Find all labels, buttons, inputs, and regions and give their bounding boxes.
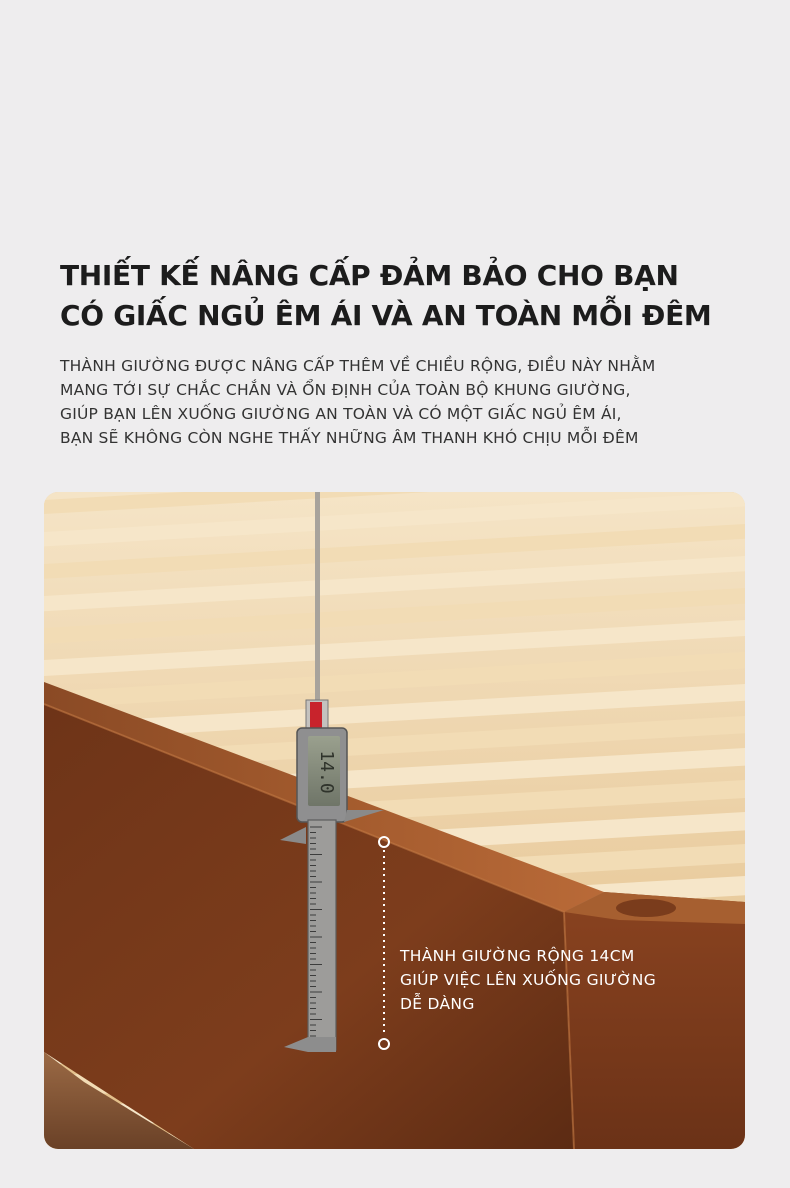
description (60, 354, 760, 450)
headline-line-1: THIẾT KẾ NÂNG CẤP ĐẢM BẢO CHO BẠN (60, 259, 679, 292)
corner-hole (616, 899, 676, 917)
rail-width-callout (400, 944, 656, 1016)
description-line: BẠN SẼ KHÔNG CÒN NGHE THẤY NHỮNG ÂM THANH KHÓ CHỊU MỖI ĐÊM (60, 429, 639, 447)
description-line: MANG TỚI SỰ CHẮC CHẮN VÀ ỔN ĐỊNH CỦA TOÀN BỘ KHUNG GIƯỜNG, (60, 381, 631, 399)
callout-line: GIÚP VIỆC LÊN XUỐNG GIƯỜNG (400, 971, 657, 989)
bed-frame-illustration (44, 492, 745, 1149)
headline-line-2: CÓ GIẤC NGỦ ÊM ÁI VÀ AN TOÀN MỖI ĐÊM (60, 299, 712, 332)
bed-frame-photo (44, 492, 745, 1149)
headline (60, 256, 760, 336)
svg-text:14.0: 14.0 (316, 750, 337, 794)
callout-line: DỄ DÀNG (400, 995, 475, 1013)
description-line: GIÚP BẠN LÊN XUỐNG GIƯỜNG AN TOÀN VÀ CÓ MỘT GIẤC NGỦ ÊM ÁI, (60, 405, 622, 423)
description-line: THÀNH GIƯỜNG ĐƯỢC NÂNG CẤP THÊM VỀ CHIỀU RỘNG, ĐIỀU NÀY NHẰM (60, 357, 656, 375)
callout-line: THÀNH GIƯỜNG RỘNG 14CM (400, 947, 635, 965)
end-rail-face (564, 892, 745, 1149)
